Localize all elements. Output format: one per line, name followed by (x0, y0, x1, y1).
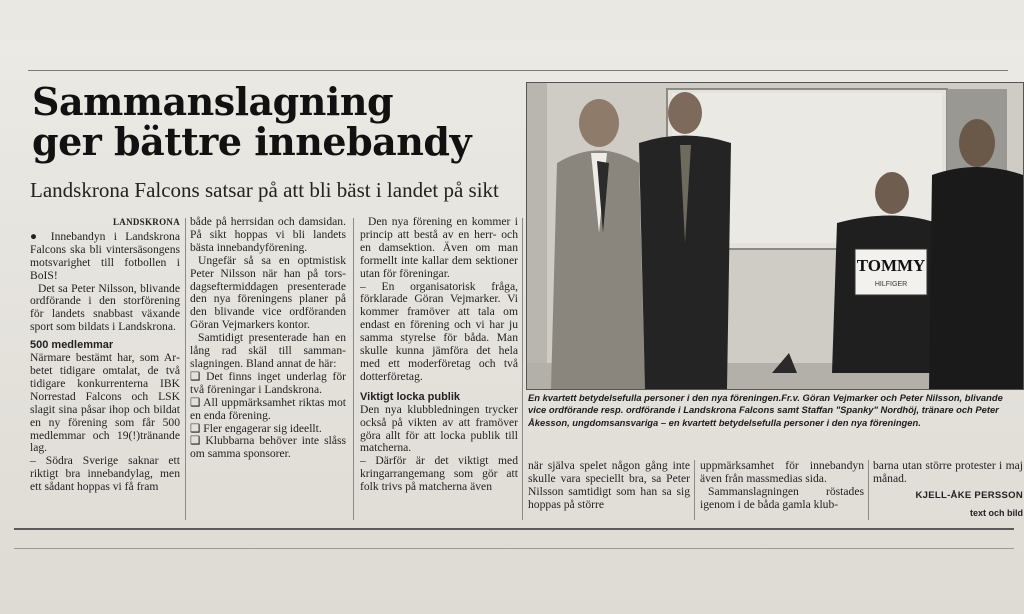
photo-illustration (527, 83, 1023, 389)
paragraph: ● Innebandyn i Landskrona Falcons ska bli vintersäsongens motsvarighet till fotbollen i BoIS! (30, 229, 180, 282)
bullet-item: ❑ Fler engagerar sig ideellt. (190, 421, 322, 435)
bullet-item: ❑ Det finns inget underlag för två föreningar i Landskrona. (190, 369, 346, 396)
column-4 (528, 460, 690, 512)
column-divider (353, 218, 354, 520)
news-photo (526, 82, 1024, 390)
column-divider (185, 218, 186, 520)
shirt-text: TOMMY (856, 256, 926, 275)
bullet-item: ❑ All uppmärksamhet riktas mot en enda förening. (190, 395, 346, 422)
shirt-subtext: HILFIGER (874, 281, 908, 288)
column-5 (700, 460, 864, 512)
crosshead: 500 medlemmar (30, 339, 114, 352)
headline (32, 79, 512, 164)
paragraph: Ungefär så sa en optmistisk Peter Nilsson när han på torsdagseftermiddagen presenterade den nya föreningens planer på den blivande vice ordföranden Göran Vejmarkers kontor. (190, 253, 346, 332)
paragraph: Det sa Peter Nilsson, blivande ordförande i den storförening för landets snabbast växande sport som bildats i Landskrona. (30, 281, 180, 334)
headline-line-1: Sammanslagning (32, 79, 394, 124)
paragraph: Närmare bestämt har, som Arbetet tidigare omtalat, de två tidigare konkurrenterna IBK Norrestad Falcons och LSK slagit sina påsar ihop och bildat en ny förening som får 500 medlemmar och 19(!)tränande lag. (30, 351, 180, 455)
paragraph: Sammanslagningen röstades igenom i de båda gamla klub- (700, 484, 864, 511)
bottom-rule-thin (14, 548, 1014, 549)
byline-credit: text och bild (969, 507, 1023, 518)
paragraph: när själva spelet någon gång inte skulle vara speciellt bra, sa Peter Nilsson samtidigt som han sa sig hoppas på större (528, 459, 690, 511)
byline: KJELL-ÅKE PERSSON (915, 489, 1023, 501)
bullet-item: ❑ Klubbarna behöver inte slåss om samma sponsorer. (190, 434, 346, 461)
paragraph: – En organisatorisk fråga, förklarade Göran Vejmarker. Vi kommer framöver att tala om endast en förening och vi har ju samma styrelse för båda. Man skulle kunna jämföra det hela med ett moderföretag och två dotterföretag. (360, 279, 518, 383)
column-divider (694, 460, 695, 520)
paragraph: Samtidigt presenterade han en lång rad skäl till sammanslagningen. Bland annat de här: (190, 331, 346, 370)
crosshead: Viktigt locka publik (360, 390, 461, 403)
column-divider (868, 460, 869, 520)
dateline: LANDSKRONA (112, 217, 180, 227)
paragraph: – Därför är det viktigt med kringarrangemang som gör att folk trivs på matcherna även (360, 454, 518, 494)
column-3 (360, 216, 518, 494)
column-divider (522, 218, 523, 520)
column-2 (190, 216, 346, 461)
paragraph: – Södra Sverige saknar ett riktigt bra innebandylag, men ett sådant hoppas vi få fram (30, 454, 180, 494)
subheadline: Landskrona Falcons satsar på att bli bäst i landet på sikt (30, 178, 499, 202)
column-6 (873, 460, 1023, 520)
paragraph: Den nya förening en kommer i princip att bestå av en herr- och en damsektion. Även om man formellt inte kallar dem sektioner utan för föreningar. (360, 215, 518, 280)
page-top-margin (0, 0, 1024, 40)
paragraph: barna utan större protester i maj månad. (873, 459, 1023, 485)
paragraph: Den nya klubbledningen trycker också på vikten av att framöver göra allt för att locka publik till matcherna. (360, 402, 518, 455)
headline-line-2: ger bättre innebandy (32, 119, 472, 164)
paragraph: uppmärksamhet för innebandyn även från massmedias sida. (700, 459, 864, 485)
column-1 (30, 216, 180, 494)
top-rule (28, 70, 1008, 71)
paragraph: både på herrsidan och damsidan. På sikt hoppas vi bli landets bästa innebandyförening. (190, 215, 346, 254)
photo-caption: En kvartett betydelsefulla personer i den nya föreningen.Fr.v. Göran Vejmarker och Peter Nilsson, blivande vice ordförande resp. ordförande i Landskrona Falcons samt Staffan "Spanky" Nordhöj, tränare och Peter Åkesson, ungdomsansvariga – en kvartett betydelsefulla personer i den nya föreningen. (528, 392, 1003, 428)
bottom-rule (14, 528, 1014, 530)
